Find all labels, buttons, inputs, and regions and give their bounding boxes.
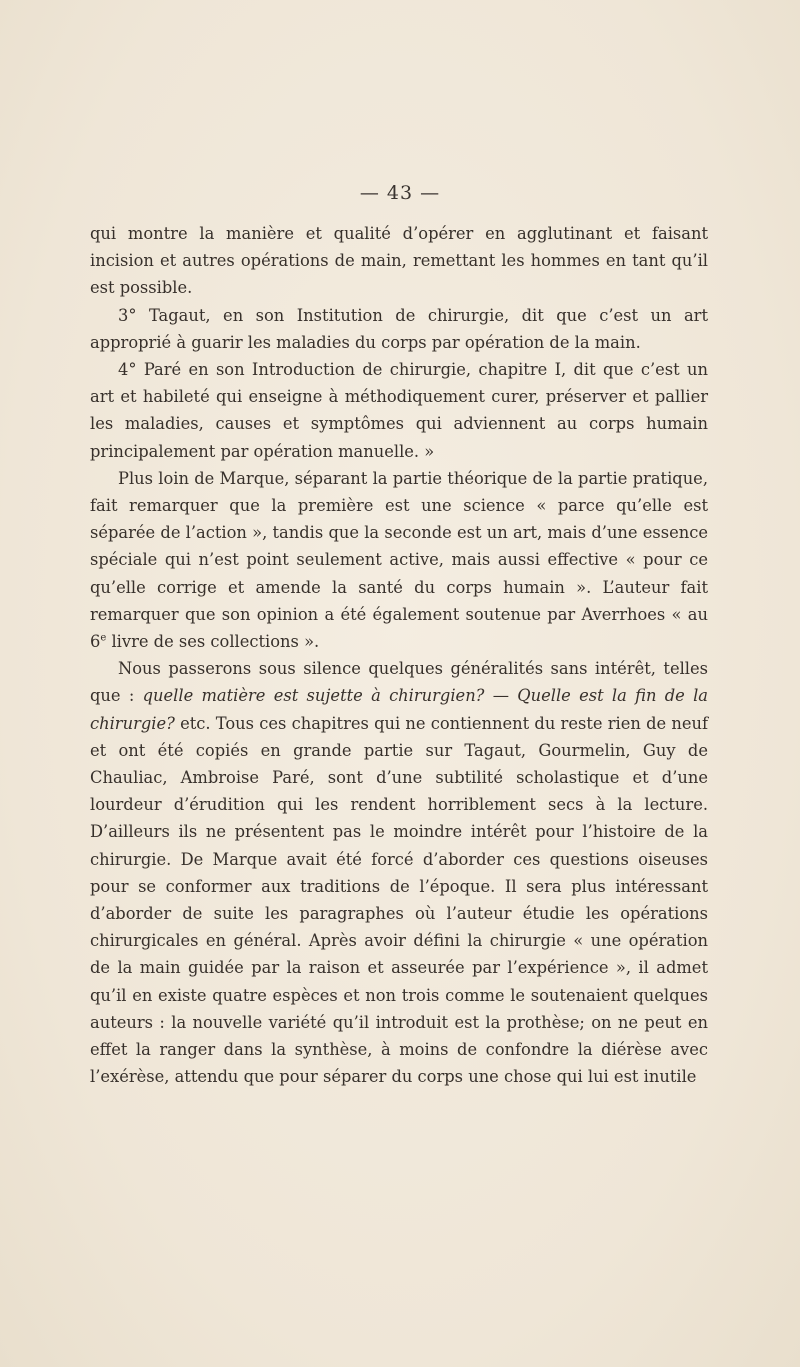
- italic-question-matiere: quelle matière est sujette à chirurgien?: [142, 686, 485, 706]
- paragraph-de-marque-end: livre de ses collections ».: [106, 632, 320, 652]
- italic-question-fin: Quelle est la fin de la chirurgie?: [90, 686, 708, 733]
- page-number: — 43 —: [359, 182, 441, 204]
- paragraph-pare: 4° Paré en son Introduction de chirurgie, chapitre I, dit que c’est un art et habileté qui enseigne à méthodiquement curer, préserver et pallier les maladies, causes et symptômes qui adviennent au corps humain principalement par opération manuelle. »: [90, 360, 708, 461]
- body-text: [90, 220, 708, 1091]
- paragraph-continuation: qui montre la manière et qualité d’opérer en agglutinant et faisant incision et autres opérations de main, remettant les hommes en tant qu’il est possible.: [90, 224, 708, 298]
- paragraph-generalites-rest: etc. Tous ces chapitres qui ne contiennent du reste rien de neuf et ont été copiés en grande partie sur Tagaut, Gourmelin, Guy de Chauliac, Ambroise Paré, sont d’une subtilité scholastique et d’une lourdeur d’érudition qui les rendent horriblement secs à la lecture. D’ailleurs ils ne présentent pas le moindre intérêt pour l’histoire de la chirurgie. De Marque avait été forcé d’aborder ces questions oiseuses pour se conformer aux traditions de l’époque. Il sera plus intéressant d’aborder de suite les paragraphes où l’auteur étudie les opérations chirurgicales en général. Après avoir défini la chirurgie « une opération de la main guidée par la raison et asseurée par l’expérience », il admet qu’il en existe quatre espèces et non trois comme le soutenaient quelques auteurs : la nouvelle variété qu’il introduit est la prothèse; on ne peut en effet la ranger dans la synthèse, à moins de confondre la diérèse avec l’exérèse, attendu que pour séparer du corps une chose qui lui est inutile: [90, 713, 708, 1087]
- superscript-e: e: [100, 632, 107, 644]
- paragraph-tagaut: 3° Tagaut, en son Institution de chirurgie, dit que c’est un art approprié à guarir les maladies du corps par opération de la main.: [90, 305, 708, 352]
- paragraph-de-marque: [90, 465, 708, 655]
- paragraph-generalites: [90, 655, 708, 1090]
- paragraph-generalites-start: Nous passerons sous silence quelques généralités sans intérêt, telles que :: [90, 659, 708, 706]
- dash-separator: —: [484, 686, 518, 706]
- paragraph-de-marque-text: Plus loin de Marque, séparant la partie théorique de la partie pratique, fait remarquer que la première est une science « parce qu’elle est séparée de l’action », tandis que la seconde est un art, mais d’une essence spéciale qui n’est point seulement active, mais aussi effective « pour ce qu’elle corrige et amende la santé du corps humain ». L’auteur fait remarquer que son opinion a été également soutenue par Averrhoes « au 6: [90, 468, 708, 652]
